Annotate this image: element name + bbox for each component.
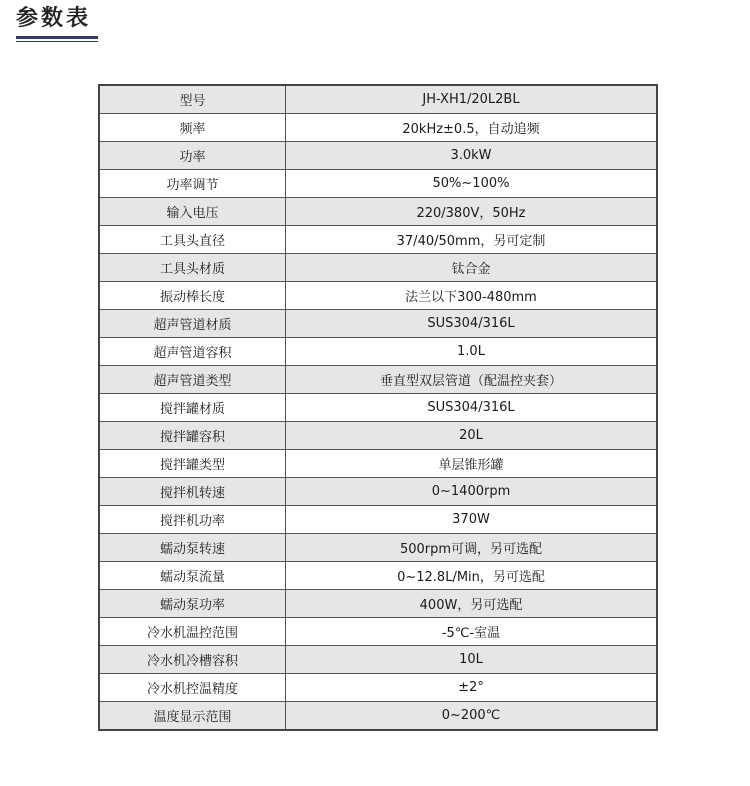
param-value-cell: 20kHz±0.5，自动追频 <box>286 114 658 142</box>
table-row <box>99 478 657 506</box>
spec-table <box>98 84 658 731</box>
table-row <box>99 114 657 142</box>
param-name-cell: 型号 <box>99 85 286 114</box>
param-value-cell: 3.0kW <box>286 142 658 170</box>
param-name-cell: 搅拌机功率 <box>99 506 286 534</box>
param-name-cell: 频率 <box>99 114 286 142</box>
param-value-cell: 0~12.8L/Min，另可选配 <box>286 562 658 590</box>
table-row <box>99 310 657 338</box>
table-row <box>99 366 657 394</box>
param-name-cell: 搅拌机转速 <box>99 478 286 506</box>
table-row <box>99 198 657 226</box>
page-header <box>16 2 98 42</box>
table-row <box>99 85 657 114</box>
param-value-cell: SUS304/316L <box>286 310 658 338</box>
param-value-cell: 220/380V，50Hz <box>286 198 658 226</box>
param-value-cell: 法兰以下300-480mm <box>286 282 658 310</box>
table-row <box>99 618 657 646</box>
table-row <box>99 562 657 590</box>
param-name-cell: 超声管道容积 <box>99 338 286 366</box>
table-row <box>99 338 657 366</box>
param-value-cell: 10L <box>286 646 658 674</box>
param-value-cell: 50%~100% <box>286 170 658 198</box>
table-row <box>99 394 657 422</box>
param-name-cell: 冷水机控温精度 <box>99 674 286 702</box>
param-name-cell: 功率 <box>99 142 286 170</box>
param-value-cell: 20L <box>286 422 658 450</box>
param-value-cell: ±2° <box>286 674 658 702</box>
table-row <box>99 142 657 170</box>
param-value-cell: 400W，另可选配 <box>286 590 658 618</box>
param-value-cell: 钛合金 <box>286 254 658 282</box>
page-title: 参数表 <box>16 5 92 31</box>
title-underline <box>16 36 98 39</box>
param-name-cell: 冷水机温控范围 <box>99 618 286 646</box>
table-row <box>99 450 657 478</box>
param-name-cell: 振动棒长度 <box>99 282 286 310</box>
table-row <box>99 170 657 198</box>
param-name-cell: 搅拌罐材质 <box>99 394 286 422</box>
param-name-cell: 搅拌罐类型 <box>99 450 286 478</box>
param-name-cell: 蠕动泵流量 <box>99 562 286 590</box>
table-row <box>99 506 657 534</box>
table-row <box>99 534 657 562</box>
param-value-cell: 0~200℃ <box>286 702 658 731</box>
table-row <box>99 590 657 618</box>
param-name-cell: 超声管道材质 <box>99 310 286 338</box>
param-value-cell: 垂直型双层管道（配温控夹套） <box>286 366 658 394</box>
param-value-cell: 370W <box>286 506 658 534</box>
table-row <box>99 422 657 450</box>
table-row <box>99 702 657 731</box>
param-value-cell: SUS304/316L <box>286 394 658 422</box>
param-name-cell: 工具头材质 <box>99 254 286 282</box>
param-value-cell: JH-XH1/20L2BL <box>286 85 658 114</box>
table-row <box>99 226 657 254</box>
param-name-cell: 功率调节 <box>99 170 286 198</box>
table-row <box>99 282 657 310</box>
param-name-cell: 工具头直径 <box>99 226 286 254</box>
param-name-cell: 输入电压 <box>99 198 286 226</box>
param-value-cell: -5℃-室温 <box>286 618 658 646</box>
param-name-cell: 超声管道类型 <box>99 366 286 394</box>
table-row <box>99 674 657 702</box>
param-name-cell: 温度显示范围 <box>99 702 286 731</box>
param-value-cell: 500rpm可调，另可选配 <box>286 534 658 562</box>
param-value-cell: 0~1400rpm <box>286 478 658 506</box>
param-name-cell: 冷水机冷槽容积 <box>99 646 286 674</box>
param-value-cell: 37/40/50mm，另可定制 <box>286 226 658 254</box>
param-value-cell: 单层锥形罐 <box>286 450 658 478</box>
param-name-cell: 蠕动泵功率 <box>99 590 286 618</box>
param-name-cell: 蠕动泵转速 <box>99 534 286 562</box>
table-row <box>99 646 657 674</box>
param-name-cell: 搅拌罐容积 <box>99 422 286 450</box>
title-underline-thin <box>16 41 98 42</box>
param-value-cell: 1.0L <box>286 338 658 366</box>
table-row <box>99 254 657 282</box>
spec-table-body <box>99 85 657 730</box>
